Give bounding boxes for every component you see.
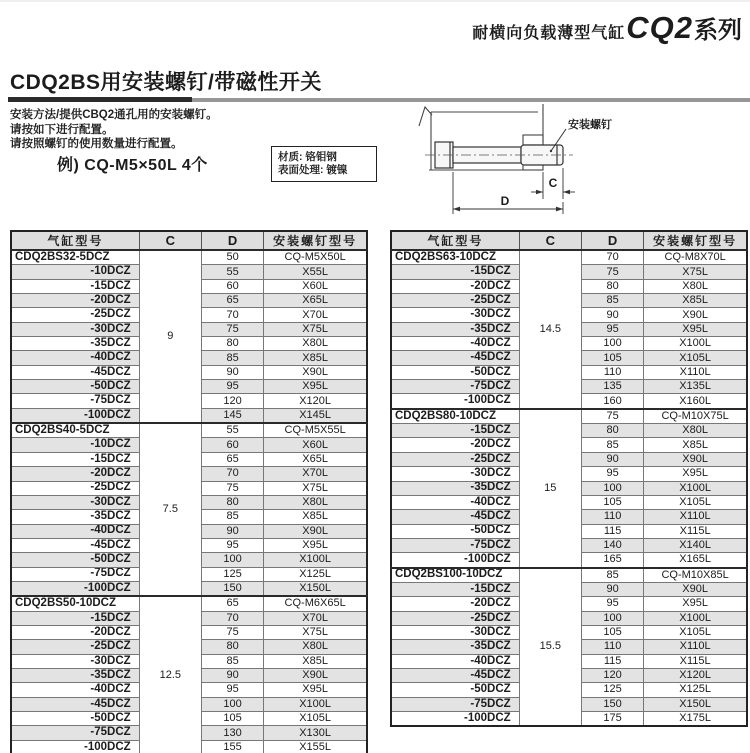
cell-screw-model: X135L: [644, 380, 747, 394]
cell-d-value: 140: [581, 538, 643, 552]
cell-cylinder-model: -15DCZ: [391, 265, 519, 279]
cell-screw-model: X115L: [644, 524, 747, 538]
cell-cylinder-model: -100DCZ: [391, 394, 519, 409]
cell-d-value: 150: [581, 697, 643, 711]
cell-d-value: 85: [581, 294, 643, 308]
cell-screw-model: X80L: [264, 495, 367, 509]
cell-d-value: 70: [201, 308, 263, 322]
cell-d-value: 85: [581, 438, 643, 452]
title-rule-dark: [8, 97, 192, 102]
table-row: [391, 409, 747, 424]
dim-d-arrow-left: [453, 207, 460, 212]
cell-screw-model: X65L: [264, 294, 367, 308]
cell-screw-model: X80L: [264, 640, 367, 654]
cell-screw-model: X155L: [264, 740, 367, 753]
cell-cylinder-model: CDQ2BS40-5DCZ: [11, 423, 139, 438]
dim-d-arrow-right: [556, 207, 563, 212]
cell-d-value: 110: [581, 510, 643, 524]
cell-screw-model: X165L: [644, 553, 747, 568]
cell-screw-model: X85L: [644, 294, 747, 308]
cell-cylinder-model: -40DCZ: [11, 351, 139, 365]
cell-cylinder-model: CDQ2BS32-5DCZ: [11, 250, 139, 265]
cell-cylinder-model: -30DCZ: [391, 308, 519, 322]
cell-cylinder-model: -30DCZ: [11, 654, 139, 668]
cell-screw-model: X75L: [264, 481, 367, 495]
cell-d-value: 65: [201, 452, 263, 466]
cell-cylinder-model: -45DCZ: [391, 510, 519, 524]
cell-screw-model: X95L: [264, 380, 367, 394]
cell-d-value: 65: [201, 596, 263, 611]
cell-d-value: 85: [201, 510, 263, 524]
cell-d-value: 95: [581, 597, 643, 611]
cell-screw-model: CQ-M6X65L: [264, 596, 367, 611]
cell-c-value: 9: [139, 250, 201, 423]
cell-d-value: 60: [201, 279, 263, 293]
cell-screw-model: X160L: [644, 394, 747, 409]
column-header: 气缸型号: [11, 231, 139, 250]
cell-d-value: 120: [201, 394, 263, 408]
cell-screw-model: X140L: [644, 538, 747, 552]
material-line: 材质: 铬钼钢: [278, 151, 337, 163]
cell-screw-model: X105L: [264, 712, 367, 726]
series-prefix: 耐横向负载薄型气缸: [472, 25, 626, 42]
cell-screw-model: X55L: [264, 265, 367, 279]
cell-cylinder-model: -100DCZ: [11, 740, 139, 753]
cell-cylinder-model: -20DCZ: [11, 294, 139, 308]
cell-d-value: 95: [201, 683, 263, 697]
cell-screw-model: X85L: [264, 351, 367, 365]
cell-cylinder-model: -20DCZ: [391, 279, 519, 293]
cell-screw-model: X120L: [264, 394, 367, 408]
title-rule-light: [192, 98, 750, 102]
cell-d-value: 175: [581, 712, 643, 727]
cell-cylinder-model: -50DCZ: [11, 553, 139, 567]
dim-d-label: D: [500, 194, 510, 208]
cell-screw-model: X110L: [644, 365, 747, 379]
column-header: D: [201, 231, 263, 250]
cell-screw-model: X115L: [644, 654, 747, 668]
column-header: 气缸型号: [391, 231, 519, 250]
cell-cylinder-model: -40DCZ: [391, 495, 519, 509]
cell-cylinder-model: -35DCZ: [11, 337, 139, 351]
cell-cylinder-model: -20DCZ: [391, 438, 519, 452]
page-top-divider: [0, 0, 750, 2]
dim-c-arrow-right: [563, 190, 570, 194]
cell-screw-model: X100L: [644, 611, 747, 625]
cell-screw-model: X125L: [264, 567, 367, 581]
cell-cylinder-model: -30DCZ: [11, 322, 139, 336]
cell-cylinder-model: -15DCZ: [11, 611, 139, 625]
cell-screw-model: X130L: [264, 726, 367, 740]
cell-cylinder-model: -25DCZ: [11, 481, 139, 495]
cell-d-value: 95: [201, 538, 263, 552]
cell-d-value: 55: [201, 265, 263, 279]
series-banner: [472, 10, 742, 46]
cell-screw-model: X125L: [644, 683, 747, 697]
cell-cylinder-model: -75DCZ: [11, 726, 139, 740]
intro-text: [10, 108, 218, 152]
cell-c-value: 7.5: [139, 423, 201, 596]
cell-d-value: 75: [201, 625, 263, 639]
cell-d-value: 105: [581, 495, 643, 509]
cell-screw-model: X80L: [264, 337, 367, 351]
cell-d-value: 100: [581, 481, 643, 495]
cell-d-value: 145: [201, 408, 263, 423]
cell-d-value: 100: [201, 697, 263, 711]
cell-cylinder-model: -10DCZ: [11, 438, 139, 452]
cell-screw-model: X90L: [264, 365, 367, 379]
cell-d-value: 95: [581, 322, 643, 336]
dim-c-label: C: [548, 176, 558, 190]
cell-cylinder-model: -75DCZ: [11, 394, 139, 408]
cell-cylinder-model: CDQ2BS80-10DCZ: [391, 409, 519, 424]
table-row: [11, 596, 367, 611]
cell-cylinder-model: -30DCZ: [391, 625, 519, 639]
cell-d-value: 115: [581, 524, 643, 538]
table-row: [11, 250, 367, 265]
cell-d-value: 160: [581, 394, 643, 409]
screw-table-right: [390, 230, 748, 727]
cell-d-value: 80: [201, 337, 263, 351]
cell-screw-model: X80L: [644, 424, 747, 438]
cell-screw-model: X90L: [264, 524, 367, 538]
cell-cylinder-model: -15DCZ: [11, 452, 139, 466]
intro-line-2: 请按如下进行配置。: [10, 123, 114, 136]
cell-cylinder-model: -45DCZ: [11, 697, 139, 711]
cell-d-value: 70: [201, 467, 263, 481]
cell-d-value: 125: [201, 567, 263, 581]
cell-screw-model: CQ-M10X75L: [644, 409, 747, 424]
cell-screw-model: X60L: [264, 438, 367, 452]
cell-d-value: 90: [201, 668, 263, 682]
cell-cylinder-model: -15DCZ: [11, 279, 139, 293]
material-note-box: [271, 146, 377, 182]
cell-d-value: 75: [581, 409, 643, 424]
series-code: CQ2: [626, 10, 693, 45]
cell-d-value: 120: [581, 668, 643, 682]
surface-treatment-line: 表面处理: 镀镍: [278, 164, 348, 176]
cell-c-value: 15.5: [519, 568, 581, 727]
cell-screw-model: X145L: [264, 408, 367, 423]
ordering-example: 例) CQ-M5×50L 4个: [57, 157, 208, 174]
cell-screw-model: X105L: [644, 495, 747, 509]
table-row: [391, 568, 747, 583]
cell-d-value: 100: [201, 553, 263, 567]
mounting-screw-diagram: [405, 102, 665, 227]
cell-d-value: 105: [201, 712, 263, 726]
cell-screw-model: CQ-M5X50L: [264, 250, 367, 265]
column-header: 安装螺钉型号: [264, 231, 367, 250]
cell-d-value: 90: [581, 452, 643, 466]
column-header: C: [519, 231, 581, 250]
cell-cylinder-model: -25DCZ: [11, 640, 139, 654]
cell-d-value: 85: [581, 568, 643, 583]
cell-cylinder-model: -35DCZ: [391, 322, 519, 336]
cell-screw-model: X120L: [644, 668, 747, 682]
cell-screw-model: X70L: [264, 467, 367, 481]
cell-screw-model: X105L: [644, 625, 747, 639]
cell-cylinder-model: -35DCZ: [11, 510, 139, 524]
cell-cylinder-model: -20DCZ: [391, 597, 519, 611]
cell-cylinder-model: -35DCZ: [391, 481, 519, 495]
column-header: 安装螺钉型号: [644, 231, 747, 250]
cell-d-value: 165: [581, 553, 643, 568]
cell-d-value: 85: [201, 351, 263, 365]
cell-cylinder-model: -40DCZ: [11, 524, 139, 538]
intro-line-1: 安装方法/提供CBQ2通孔用的安装螺钉。: [10, 109, 218, 121]
cell-d-value: 110: [581, 640, 643, 654]
cell-screw-model: CQ-M5X55L: [264, 423, 367, 438]
cell-cylinder-model: -20DCZ: [11, 625, 139, 639]
cell-cylinder-model: -25DCZ: [391, 294, 519, 308]
cell-screw-model: X150L: [644, 697, 747, 711]
cell-cylinder-model: -35DCZ: [11, 668, 139, 682]
cell-screw-model: X90L: [644, 452, 747, 466]
cell-c-value: 14.5: [519, 250, 581, 409]
cell-d-value: 110: [581, 365, 643, 379]
cell-screw-model: X75L: [264, 625, 367, 639]
cell-cylinder-model: -50DCZ: [11, 380, 139, 394]
cell-cylinder-model: -50DCZ: [391, 683, 519, 697]
cell-d-value: 135: [581, 380, 643, 394]
cell-cylinder-model: -25DCZ: [391, 611, 519, 625]
cell-screw-model: X150L: [264, 581, 367, 596]
cell-d-value: 95: [581, 467, 643, 481]
cell-screw-model: X110L: [644, 510, 747, 524]
table-row: [11, 423, 367, 438]
cell-screw-model: X90L: [644, 308, 747, 322]
cell-cylinder-model: -75DCZ: [391, 697, 519, 711]
cell-screw-model: X110L: [644, 640, 747, 654]
column-header: C: [139, 231, 201, 250]
cell-d-value: 85: [201, 654, 263, 668]
column-header: D: [581, 231, 643, 250]
cell-cylinder-model: -35DCZ: [391, 640, 519, 654]
cell-d-value: 60: [201, 438, 263, 452]
cell-cylinder-model: -75DCZ: [391, 538, 519, 552]
cell-screw-model: X95L: [264, 683, 367, 697]
cell-screw-model: X90L: [264, 668, 367, 682]
cell-d-value: 80: [581, 279, 643, 293]
cell-cylinder-model: -50DCZ: [11, 712, 139, 726]
cell-screw-model: CQ-M10X85L: [644, 568, 747, 583]
cell-screw-model: X100L: [644, 337, 747, 351]
cell-screw-model: X100L: [264, 553, 367, 567]
cell-screw-model: X60L: [264, 279, 367, 293]
cell-screw-model: X95L: [264, 538, 367, 552]
cell-d-value: 155: [201, 740, 263, 753]
cell-d-value: 55: [201, 423, 263, 438]
cell-d-value: 125: [581, 683, 643, 697]
cell-screw-model: X175L: [644, 712, 747, 727]
cell-screw-model: X70L: [264, 308, 367, 322]
cell-screw-model: X85L: [264, 510, 367, 524]
cell-cylinder-model: -45DCZ: [11, 365, 139, 379]
cell-cylinder-model: -45DCZ: [391, 668, 519, 682]
cell-screw-model: X95L: [644, 467, 747, 481]
cell-cylinder-model: -100DCZ: [391, 712, 519, 727]
cell-screw-model: X65L: [264, 452, 367, 466]
cell-d-value: 105: [581, 625, 643, 639]
screw-table-right-wrap: [390, 230, 748, 727]
cell-cylinder-model: CDQ2BS50-10DCZ: [11, 596, 139, 611]
break-line: [419, 107, 432, 126]
cell-c-value: 12.5: [139, 596, 201, 753]
cell-cylinder-model: CDQ2BS63-10DCZ: [391, 250, 519, 265]
cell-screw-model: X80L: [644, 279, 747, 293]
cell-cylinder-model: -100DCZ: [391, 553, 519, 568]
cell-cylinder-model: -20DCZ: [11, 467, 139, 481]
cell-d-value: 90: [581, 308, 643, 322]
screw-label: 安装螺钉: [568, 119, 612, 131]
cell-screw-model: X70L: [264, 611, 367, 625]
cell-cylinder-model: -75DCZ: [11, 567, 139, 581]
cell-cylinder-model: -75DCZ: [391, 380, 519, 394]
series-suffix: 系列: [694, 17, 742, 44]
cell-cylinder-model: -25DCZ: [391, 452, 519, 466]
intro-line-3: 请按照螺钉的使用数量进行配置。: [10, 138, 183, 150]
cell-d-value: 90: [581, 582, 643, 596]
cell-screw-model: X95L: [644, 597, 747, 611]
cell-screw-model: X100L: [264, 697, 367, 711]
cell-d-value: 65: [201, 294, 263, 308]
cell-d-value: 150: [201, 581, 263, 596]
cell-d-value: 100: [581, 337, 643, 351]
cell-screw-model: X90L: [644, 582, 747, 596]
cell-cylinder-model: -45DCZ: [391, 351, 519, 365]
cell-screw-model: X75L: [644, 265, 747, 279]
cell-d-value: 80: [201, 495, 263, 509]
cell-d-value: 95: [201, 380, 263, 394]
screw-table-left: [10, 230, 368, 753]
cell-cylinder-model: -30DCZ: [11, 495, 139, 509]
cell-c-value: 15: [519, 409, 581, 568]
cell-d-value: 75: [201, 322, 263, 336]
cell-cylinder-model: -40DCZ: [11, 683, 139, 697]
cell-d-value: 75: [581, 265, 643, 279]
cell-screw-model: X100L: [644, 481, 747, 495]
cell-cylinder-model: -45DCZ: [11, 538, 139, 552]
cell-d-value: 90: [201, 365, 263, 379]
table-row: [391, 250, 747, 265]
cell-d-value: 80: [581, 424, 643, 438]
cell-cylinder-model: -40DCZ: [391, 654, 519, 668]
cell-cylinder-model: -15DCZ: [391, 424, 519, 438]
cell-d-value: 100: [581, 611, 643, 625]
cell-cylinder-model: -100DCZ: [11, 581, 139, 596]
cell-d-value: 70: [201, 611, 263, 625]
cell-screw-model: X75L: [264, 322, 367, 336]
cell-cylinder-model: -25DCZ: [11, 308, 139, 322]
cell-screw-model: CQ-M8X70L: [644, 250, 747, 265]
cell-d-value: 90: [201, 524, 263, 538]
cell-screw-model: X85L: [264, 654, 367, 668]
dim-c-arrow-left: [536, 190, 543, 194]
cell-d-value: 130: [201, 726, 263, 740]
cell-cylinder-model: -40DCZ: [391, 337, 519, 351]
cell-cylinder-model: -15DCZ: [391, 582, 519, 596]
cell-d-value: 105: [581, 351, 643, 365]
cell-d-value: 80: [201, 640, 263, 654]
cell-cylinder-model: CDQ2BS100-10DCZ: [391, 568, 519, 583]
section-title: CDQ2BS用安装螺钉/带磁性开关: [10, 71, 322, 94]
screw-table-left-wrap: [10, 230, 368, 753]
cell-cylinder-model: -30DCZ: [391, 467, 519, 481]
cell-screw-model: X105L: [644, 351, 747, 365]
cell-screw-model: X95L: [644, 322, 747, 336]
cell-cylinder-model: -50DCZ: [391, 365, 519, 379]
leader-dot: [550, 150, 552, 152]
cell-d-value: 75: [201, 481, 263, 495]
cell-d-value: 70: [581, 250, 643, 265]
cell-d-value: 115: [581, 654, 643, 668]
cell-cylinder-model: -10DCZ: [11, 265, 139, 279]
cell-cylinder-model: -50DCZ: [391, 524, 519, 538]
cell-cylinder-model: -100DCZ: [11, 408, 139, 423]
cell-screw-model: X85L: [644, 438, 747, 452]
cell-d-value: 50: [201, 250, 263, 265]
